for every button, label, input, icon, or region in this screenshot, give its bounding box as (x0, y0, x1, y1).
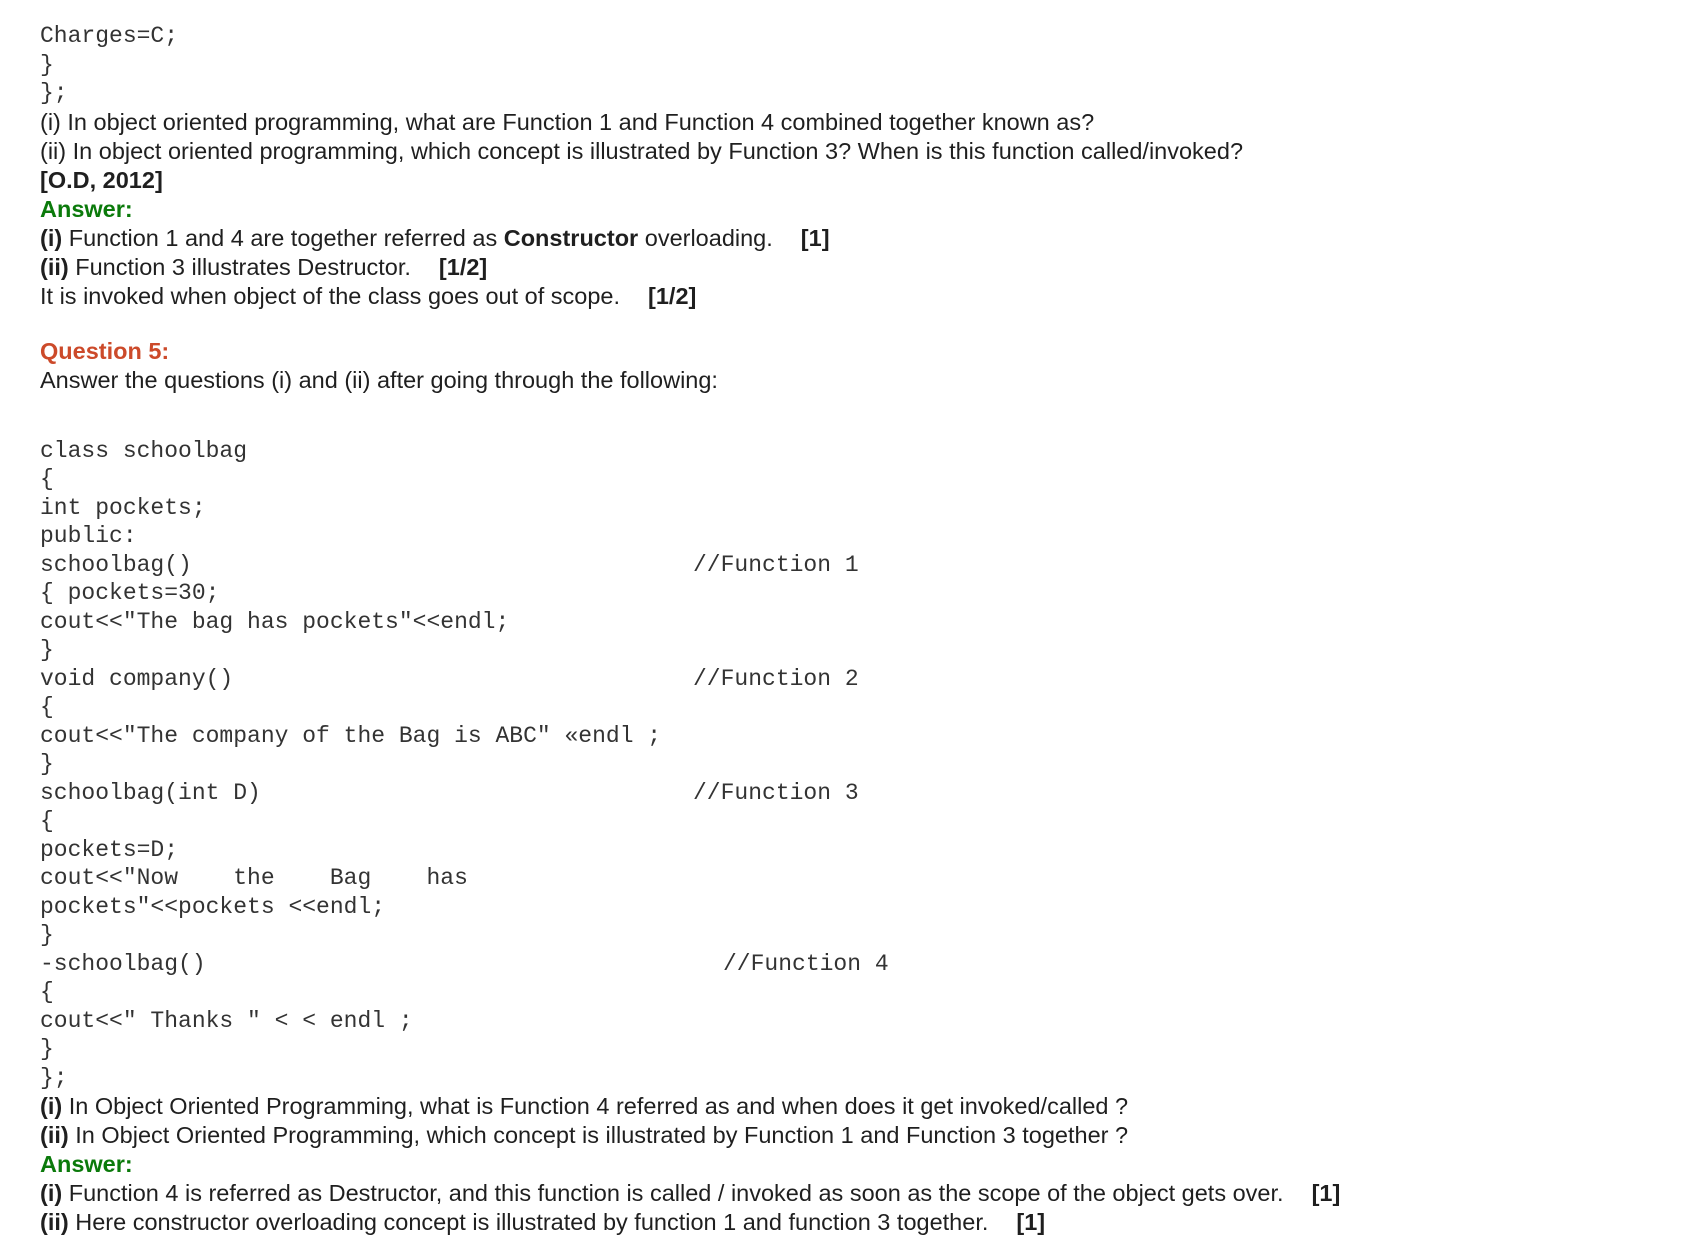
answer-prefix: (ii) (40, 253, 69, 280)
code-line: Charges=C; (40, 23, 179, 49)
code-line (40, 551, 1660, 580)
answer-text: overloading. (638, 224, 773, 251)
code-line (40, 750, 1660, 779)
code-text: { (40, 466, 54, 492)
code-text: } (40, 637, 54, 663)
code-line (40, 465, 1660, 494)
code-text: { (40, 694, 54, 720)
answer-text: It is invoked when object of the class goes out of scope. (40, 282, 621, 309)
answer-text: Function 1 and 4 are together referred as (62, 224, 504, 251)
q5-title: Question 5: (40, 337, 170, 364)
document-page (40, 22, 1660, 1237)
answer-prefix: (i) (40, 1180, 63, 1206)
code-line (40, 1064, 1660, 1093)
code-line (40, 893, 1660, 922)
code-line (40, 950, 1660, 979)
q5-prompt: Answer the questions (i) and (ii) after going through the following: (40, 366, 718, 393)
code-line (40, 522, 1660, 551)
code-text: } (40, 751, 54, 777)
code-text: pockets"<<pockets <<endl; (40, 893, 386, 920)
code-text: pockets=D; (40, 836, 179, 863)
answer-keyword: Constructor (503, 224, 639, 251)
code-text: { (40, 808, 54, 834)
code-text: cout<<"The bag has pockets"<<endl; (40, 608, 510, 635)
q4-subquestion-i: (i) In object oriented programming, what are Function 1 and Function 4 combined together known as? (40, 108, 1095, 135)
code-text: } (40, 922, 54, 948)
answer-text: Function 3 illustrates Destructor. (68, 253, 411, 280)
code-text: }; (40, 1064, 68, 1091)
q5-subquestion-i (40, 1092, 1660, 1121)
code-text: cout<<"Now the Bag has (40, 865, 468, 891)
answer-prefix: (i) (40, 224, 63, 251)
code-line (40, 1035, 1660, 1064)
code-line: }; (40, 80, 68, 106)
code-text: cout<<"The company of the Bag is ABC" «endl ; (40, 722, 662, 749)
q4-answer-i (40, 224, 1660, 253)
code-text: { pockets=30; (40, 580, 220, 606)
marks: [1] (1311, 1180, 1341, 1206)
code-line (40, 864, 1660, 893)
question-text: In Object Oriented Programming, what is Function 4 referred as and when does it get invoked/called ? (62, 1093, 1129, 1119)
code-line (40, 693, 1660, 722)
q5-answer-label: Answer: (40, 1151, 133, 1177)
code-line (40, 978, 1660, 1007)
code-line (40, 579, 1660, 608)
marks: [1] (800, 224, 830, 251)
question-text: In Object Oriented Programming, which concept is illustrated by Function 1 and Function 3 together ? (68, 1122, 1129, 1148)
code-line (40, 807, 1660, 836)
question-prefix: (ii) (40, 1122, 69, 1148)
code-text: public: (40, 523, 137, 549)
answer-prefix: (ii) (40, 1209, 69, 1235)
q4-source: [O.D, 2012] (40, 166, 163, 193)
code-text: schoolbag(int D) (40, 779, 261, 806)
code-text: -schoolbag() (40, 950, 206, 977)
code-text: cout<<" Thanks " < < endl ; (40, 1007, 413, 1034)
code-line (40, 494, 1660, 523)
code-text: { (40, 979, 54, 1005)
answer-text: Here constructor overloading concept is illustrated by function 1 and function 3 together. (68, 1209, 989, 1235)
code-line (40, 722, 1660, 751)
q4-answer-iii (40, 282, 1660, 311)
code-comment: //Function 3 (693, 779, 859, 806)
code-line (40, 1007, 1660, 1036)
code-line (40, 921, 1660, 950)
marks: [1/2] (438, 253, 488, 280)
code-comment: //Function 1 (693, 551, 859, 578)
q4-subquestion-ii: (ii) In object oriented programming, which concept is illustrated by Function 3? When is this function called/invoked? (40, 137, 1244, 164)
code-text: void company() (40, 665, 234, 692)
code-line (40, 665, 1660, 694)
q4-answer-label: Answer: (40, 195, 133, 222)
q5-code-block (40, 437, 1660, 1093)
marks: [1] (1016, 1209, 1046, 1235)
code-line: } (40, 51, 54, 78)
code-line (40, 836, 1660, 865)
code-line (40, 437, 1660, 466)
code-line (40, 608, 1660, 637)
q4-answer-ii (40, 253, 1660, 282)
marks: [1/2] (648, 282, 697, 309)
code-line (40, 779, 1660, 808)
code-line (40, 636, 1660, 665)
code-text: } (40, 1036, 54, 1062)
code-text: schoolbag() (40, 551, 192, 578)
code-comment: //Function 4 (723, 950, 889, 977)
q5-answer-ii (40, 1208, 1660, 1237)
code-text: int pockets; (40, 494, 206, 521)
question-prefix: (i) (40, 1093, 63, 1119)
q5-answer-i (40, 1179, 1660, 1208)
q5-subquestion-ii (40, 1121, 1660, 1150)
code-text: class schoolbag (40, 437, 248, 464)
answer-text: Function 4 is referred as Destructor, and this function is called / invoked as soon as the scope of the object gets over. (62, 1180, 1284, 1206)
code-comment: //Function 2 (693, 665, 859, 692)
